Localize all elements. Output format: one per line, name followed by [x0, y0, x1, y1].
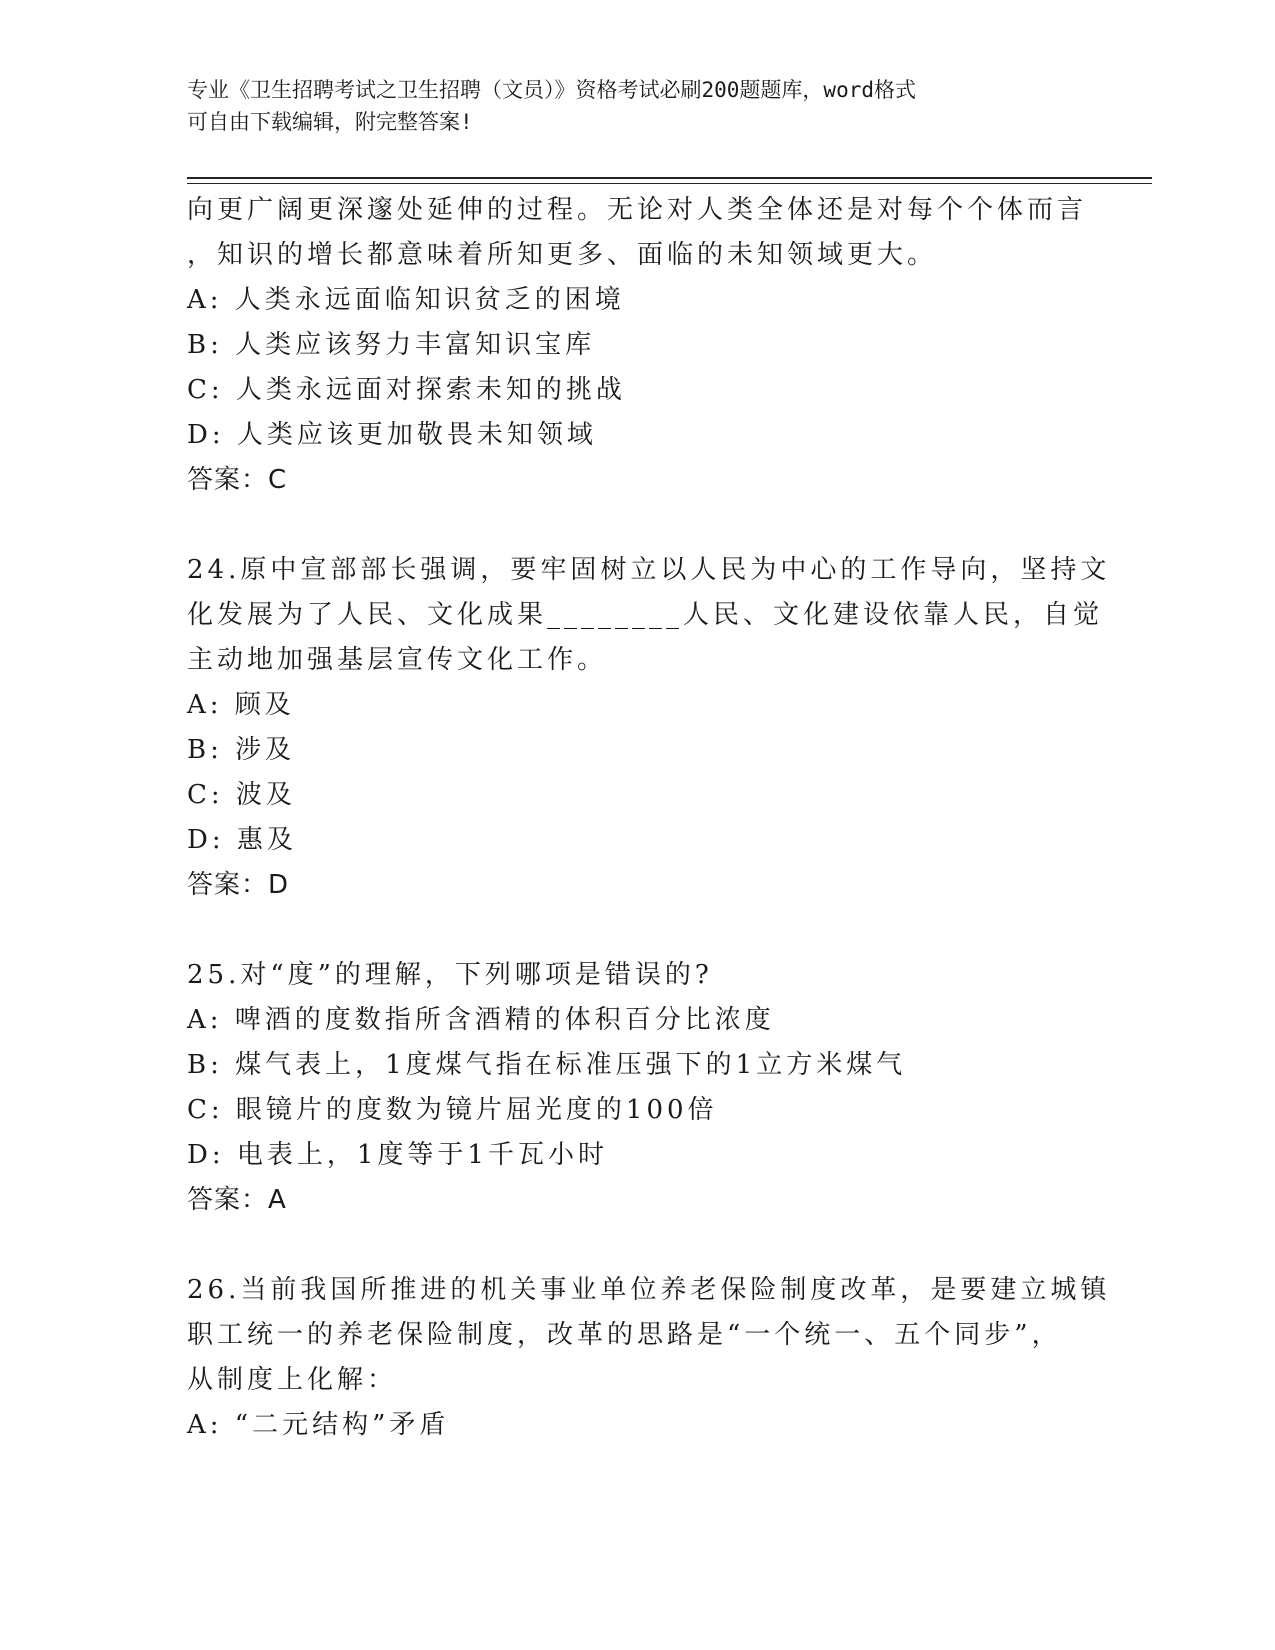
option-c: C: 眼镜片的度数为镜片屈光度的100倍 [187, 1095, 718, 1125]
option-a: A: 顾及 [187, 690, 295, 720]
answer-line: 答案：A [187, 1185, 287, 1215]
question-text-line: 主动地加强基层宣传文化工作。 [187, 645, 608, 675]
question-26 [187, 1268, 1111, 1448]
document-header [187, 74, 1087, 138]
option-b: B: 煤气表上，1度煤气指在标准压强下的1立方米煤气 [187, 1050, 907, 1080]
question-text-line: 从制度上化解： [187, 1365, 398, 1395]
header-title-line-2: 可自由下载编辑，附完整答案! [187, 110, 473, 134]
header-rule-top [187, 177, 1152, 179]
question-text-line: 25.对“度”的理解，下列哪项是错误的? [187, 960, 713, 990]
question-continuation [187, 188, 1087, 503]
spacer [187, 503, 1087, 548]
option-c: C: 人类永远面对探索未知的挑战 [187, 375, 626, 405]
question-24 [187, 548, 1111, 908]
option-a: A: 人类永远面临知识贫乏的困境 [187, 285, 625, 315]
question-text-line: 26.当前我国所推进的机关事业单位养老保险制度改革，是要建立城镇 [187, 1275, 1111, 1305]
option-a: A: “二元结构”矛盾 [187, 1410, 450, 1440]
spacer [187, 1223, 1087, 1268]
answer-line: 答案：C [187, 465, 288, 495]
header-title-line-1: 专业《卫生招聘考试之卫生招聘（文员）》资格考试必刷200题题库，word格式 [187, 78, 916, 102]
option-b: B: 涉及 [187, 735, 296, 765]
document-body [187, 188, 1111, 1448]
question-text-line: ，知识的增长都意味着所知更多、面临的未知领域更大。 [187, 240, 938, 270]
question-text-line: 24.原中宣部部长强调，要牢固树立以人民为中心的工作导向，坚持文 [187, 555, 1111, 585]
option-d: D: 电表上，1度等于1千瓦小时 [187, 1140, 608, 1170]
option-d: D: 惠及 [187, 825, 297, 855]
answer-line: 答案：D [187, 870, 290, 900]
header-rule-bottom [187, 183, 1152, 184]
option-b: B: 人类应该努力丰富知识宝库 [187, 330, 596, 360]
question-text-line: 职工统一的养老保险制度，改革的思路是“一个统一、五个同步”， [187, 1320, 1062, 1350]
option-c: C: 波及 [187, 780, 296, 810]
option-a: A: 啤酒的度数指所含酒精的体积百分比浓度 [187, 1005, 775, 1035]
question-text-line: 化发展为了人民、文化成果________人民、文化建设依靠人民，自觉 [187, 600, 1104, 630]
spacer [187, 908, 1087, 953]
option-d: D: 人类应该更加敬畏未知领域 [187, 420, 597, 450]
question-text-line: 向更广阔更深邃处延伸的过程。无论对人类全体还是对每个个体而言 [187, 195, 1088, 225]
question-25 [187, 953, 1087, 1223]
